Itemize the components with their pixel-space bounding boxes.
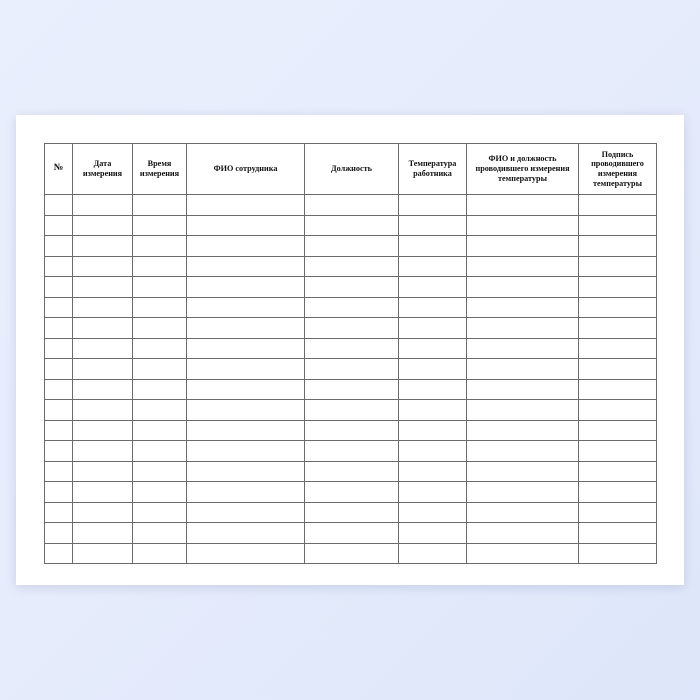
table-cell[interactable] (187, 277, 305, 298)
table-cell[interactable] (133, 318, 187, 339)
table-cell[interactable] (305, 236, 399, 257)
column-header-measurer-signature: Подпись проводившего измерения температуры (579, 144, 657, 195)
table-cell[interactable] (467, 297, 579, 318)
column-header-temperature: Температура работника (399, 144, 467, 195)
table-cell[interactable] (399, 256, 467, 277)
table-cell[interactable] (187, 441, 305, 462)
table-cell[interactable] (305, 256, 399, 277)
table-cell[interactable] (133, 297, 187, 318)
table-cell[interactable] (579, 502, 657, 523)
table-cell[interactable] (579, 338, 657, 359)
table-cell[interactable] (187, 256, 305, 277)
table-cell[interactable] (467, 502, 579, 523)
table-cell[interactable] (45, 400, 73, 421)
table-header-row (45, 144, 657, 195)
table-cell[interactable] (133, 482, 187, 503)
table-cell[interactable] (305, 420, 399, 441)
table-cell[interactable] (467, 215, 579, 236)
table-cell[interactable] (187, 236, 305, 257)
table-cell[interactable] (73, 461, 133, 482)
table-cell[interactable] (399, 441, 467, 462)
table-row[interactable] (45, 482, 657, 503)
table-cell[interactable] (305, 277, 399, 298)
table-cell[interactable] (133, 502, 187, 523)
table-cell[interactable] (305, 400, 399, 421)
table-cell[interactable] (133, 461, 187, 482)
table-cell[interactable] (579, 400, 657, 421)
table-cell[interactable] (467, 195, 579, 216)
table-cell[interactable] (305, 441, 399, 462)
column-header-measurer-name-position: ФИО и должность проводившего измерения температуры (467, 144, 579, 195)
table-cell[interactable] (45, 277, 73, 298)
table-cell[interactable] (45, 543, 73, 564)
table-cell[interactable] (187, 502, 305, 523)
table-cell[interactable] (579, 482, 657, 503)
table-cell[interactable] (467, 256, 579, 277)
table-cell[interactable] (305, 502, 399, 523)
table-cell[interactable] (579, 461, 657, 482)
table-cell[interactable] (45, 379, 73, 400)
table-cell[interactable] (467, 236, 579, 257)
table-cell[interactable] (73, 277, 133, 298)
table-cell[interactable] (467, 441, 579, 462)
table-cell[interactable] (187, 461, 305, 482)
table-cell[interactable] (45, 502, 73, 523)
table-cell[interactable] (73, 400, 133, 421)
table-row[interactable] (45, 318, 657, 339)
table-container (44, 143, 656, 564)
table-cell[interactable] (399, 195, 467, 216)
table-cell[interactable] (399, 277, 467, 298)
column-header-position: Должность (305, 144, 399, 195)
table-row[interactable] (45, 543, 657, 564)
table-body (45, 195, 657, 564)
table-cell[interactable] (187, 338, 305, 359)
table-row[interactable] (45, 502, 657, 523)
table-cell[interactable] (73, 441, 133, 462)
temperature-log-table (44, 143, 657, 564)
table-cell[interactable] (467, 461, 579, 482)
table-cell[interactable] (467, 338, 579, 359)
table-cell[interactable] (399, 523, 467, 544)
table-cell[interactable] (399, 461, 467, 482)
table-cell[interactable] (399, 359, 467, 380)
table-row[interactable] (45, 215, 657, 236)
table-row[interactable] (45, 359, 657, 380)
table-cell[interactable] (579, 318, 657, 339)
table-cell[interactable] (133, 338, 187, 359)
table-cell[interactable] (579, 523, 657, 544)
table-cell[interactable] (579, 379, 657, 400)
table-cell[interactable] (187, 359, 305, 380)
table-cell[interactable] (45, 359, 73, 380)
table-cell[interactable] (305, 461, 399, 482)
column-header-time: Время измерения (133, 144, 187, 195)
table-cell[interactable] (579, 441, 657, 462)
table-cell[interactable] (133, 400, 187, 421)
paper-sheet (16, 115, 684, 585)
table-row[interactable] (45, 236, 657, 257)
table-cell[interactable] (133, 256, 187, 277)
table-cell[interactable] (73, 543, 133, 564)
table-cell[interactable] (399, 297, 467, 318)
table-cell[interactable] (187, 523, 305, 544)
table-cell[interactable] (187, 482, 305, 503)
table-cell[interactable] (399, 502, 467, 523)
table-cell[interactable] (73, 236, 133, 257)
table-cell[interactable] (467, 482, 579, 503)
table-cell[interactable] (399, 420, 467, 441)
table-cell[interactable] (399, 236, 467, 257)
table-row[interactable] (45, 277, 657, 298)
column-header-employee-name: ФИО сотрудника (187, 144, 305, 195)
table-row[interactable] (45, 400, 657, 421)
table-row[interactable] (45, 461, 657, 482)
table-cell[interactable] (187, 215, 305, 236)
table-cell[interactable] (45, 195, 73, 216)
table-cell[interactable] (133, 523, 187, 544)
table-cell[interactable] (45, 338, 73, 359)
column-header-date: Дата измерения (73, 144, 133, 195)
table-cell[interactable] (45, 297, 73, 318)
table-cell[interactable] (133, 379, 187, 400)
table-cell[interactable] (133, 277, 187, 298)
table-cell[interactable] (399, 338, 467, 359)
table-cell[interactable] (579, 256, 657, 277)
table-cell[interactable] (467, 318, 579, 339)
table-header (45, 144, 657, 195)
table-cell[interactable] (73, 482, 133, 503)
table-cell[interactable] (73, 379, 133, 400)
table-cell[interactable] (305, 215, 399, 236)
table-cell[interactable] (305, 359, 399, 380)
table-cell[interactable] (467, 420, 579, 441)
table-cell[interactable] (187, 379, 305, 400)
table-cell[interactable] (45, 236, 73, 257)
table-cell[interactable] (133, 215, 187, 236)
table-cell[interactable] (73, 420, 133, 441)
table-cell[interactable] (187, 543, 305, 564)
table-cell[interactable] (579, 215, 657, 236)
table-cell[interactable] (399, 400, 467, 421)
table-cell[interactable] (187, 195, 305, 216)
table-row[interactable] (45, 420, 657, 441)
table-cell[interactable] (73, 359, 133, 380)
table-cell[interactable] (45, 215, 73, 236)
table-row[interactable] (45, 338, 657, 359)
table-cell[interactable] (579, 420, 657, 441)
table-cell[interactable] (305, 482, 399, 503)
table-cell[interactable] (73, 215, 133, 236)
table-cell[interactable] (305, 195, 399, 216)
table-cell[interactable] (467, 400, 579, 421)
table-cell[interactable] (133, 420, 187, 441)
table-cell[interactable] (399, 543, 467, 564)
table-cell[interactable] (467, 359, 579, 380)
table-cell[interactable] (579, 236, 657, 257)
table-cell[interactable] (73, 318, 133, 339)
table-cell[interactable] (45, 318, 73, 339)
column-header-number: № (45, 144, 73, 195)
table-cell[interactable] (467, 277, 579, 298)
table-cell[interactable] (579, 277, 657, 298)
table-cell[interactable] (73, 338, 133, 359)
table-cell[interactable] (467, 543, 579, 564)
table-cell[interactable] (45, 441, 73, 462)
table-row[interactable] (45, 297, 657, 318)
table-row[interactable] (45, 379, 657, 400)
table-cell[interactable] (579, 297, 657, 318)
table-cell[interactable] (579, 195, 657, 216)
table-cell[interactable] (399, 379, 467, 400)
table-cell[interactable] (305, 338, 399, 359)
table-cell[interactable] (399, 482, 467, 503)
table-cell[interactable] (133, 543, 187, 564)
table-row[interactable] (45, 195, 657, 216)
table-cell[interactable] (45, 523, 73, 544)
table-cell[interactable] (45, 420, 73, 441)
table-row[interactable] (45, 256, 657, 277)
table-cell[interactable] (467, 523, 579, 544)
table-cell[interactable] (73, 256, 133, 277)
table-cell[interactable] (399, 318, 467, 339)
table-cell[interactable] (133, 236, 187, 257)
table-cell[interactable] (133, 359, 187, 380)
table-cell[interactable] (73, 502, 133, 523)
table-cell[interactable] (45, 461, 73, 482)
table-cell[interactable] (305, 543, 399, 564)
table-cell[interactable] (187, 297, 305, 318)
table-cell[interactable] (133, 441, 187, 462)
table-cell[interactable] (187, 420, 305, 441)
table-cell[interactable] (133, 195, 187, 216)
table-cell[interactable] (187, 400, 305, 421)
table-cell[interactable] (73, 523, 133, 544)
table-cell[interactable] (305, 379, 399, 400)
table-row[interactable] (45, 441, 657, 462)
table-cell[interactable] (305, 297, 399, 318)
table-cell[interactable] (579, 543, 657, 564)
table-cell[interactable] (73, 297, 133, 318)
table-cell[interactable] (73, 195, 133, 216)
table-cell[interactable] (579, 359, 657, 380)
table-cell[interactable] (45, 482, 73, 503)
table-cell[interactable] (187, 318, 305, 339)
table-cell[interactable] (467, 379, 579, 400)
table-cell[interactable] (45, 256, 73, 277)
table-cell[interactable] (399, 215, 467, 236)
table-cell[interactable] (305, 523, 399, 544)
table-cell[interactable] (305, 318, 399, 339)
table-row[interactable] (45, 523, 657, 544)
